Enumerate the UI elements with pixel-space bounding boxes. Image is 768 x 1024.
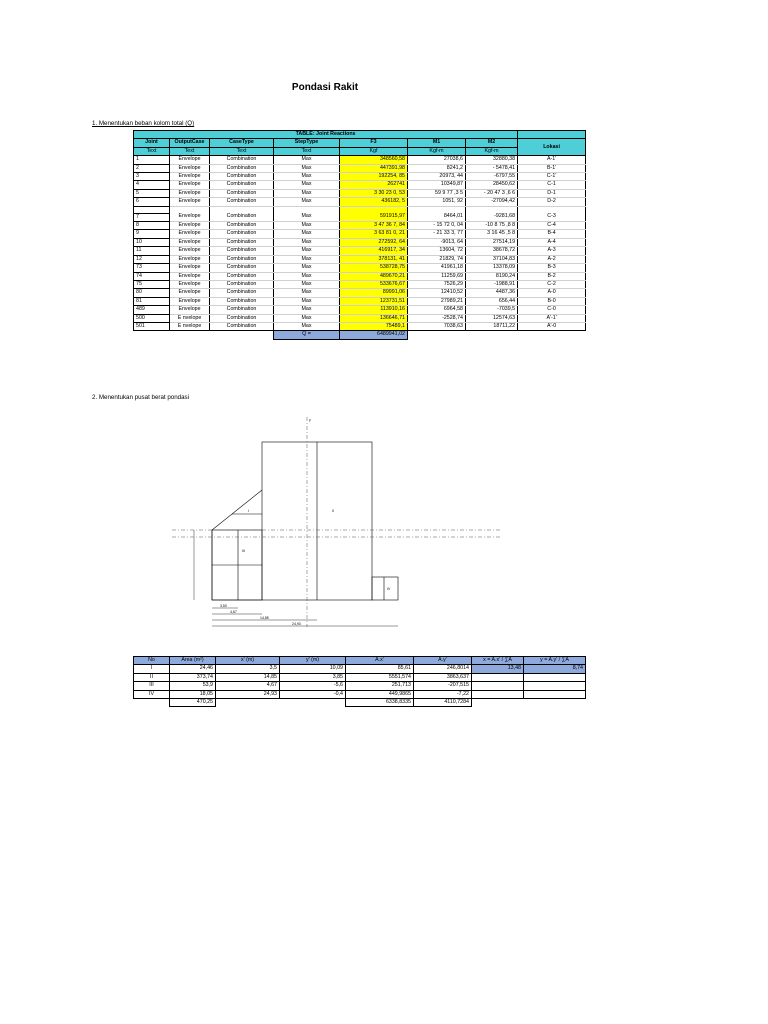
m1-cell: 27038,6 [408,156,466,164]
cg-ay-cell: 246,8014 [414,665,472,673]
col-header-f3: F3 [340,139,408,147]
case-type-cell: Combination [210,247,274,255]
unit-steptype: Text [274,147,340,155]
cg-header-xresult: x = A.x' / ∑A [472,657,524,665]
lokasi-cell: B-1' [518,164,586,172]
cg-x-cell: 14,85 [216,673,280,681]
cg-y-cell: -5,6 [280,682,346,690]
table-row [134,665,586,673]
m2-cell: 32880,38 [466,156,518,164]
col-header-joint: Joint [134,139,170,147]
f3-cell: 533676,67 [340,280,408,288]
m1-cell: 10349,87 [408,181,466,189]
table-row [134,289,586,297]
f3-cell: 436182, 5 [340,198,408,206]
joint-cell: 1 [134,156,170,164]
cg-ax-cell: 85,61 [346,665,414,673]
region-i-outline [212,490,262,600]
output-case-cell: Envelope [170,280,210,288]
cg-ay-cell: -207,515 [414,682,472,690]
q-total-label: Q = [274,331,340,339]
gap-cell [170,206,210,213]
cg-ax-cell: 449,9865 [346,690,414,698]
m1-cell: 20973, 44 [408,173,466,181]
m1-cell: 7526,29 [408,280,466,288]
m2-cell: 18711,22 [466,322,518,330]
joint-cell: 4 [134,181,170,189]
m1-cell: 13604, 72 [408,247,466,255]
unit-outputcase: Text [170,147,210,155]
output-case-cell: Envelope [170,181,210,189]
cg-no-cell: III [134,682,170,690]
case-type-cell: Combination [210,156,274,164]
cg-yresult-cell: 8,74 [524,665,586,673]
output-case-cell: Envelope [170,247,210,255]
joint-cell: 500 [134,314,170,322]
gap-cell [518,206,586,213]
dim-label-1: 3,50 [220,604,227,608]
cg-x-cell: 4,67 [216,682,280,690]
case-type-cell: Combination [210,289,274,297]
case-type-cell: Combination [210,164,274,172]
case-type-cell: Combination [210,238,274,246]
m2-cell: 4487,36 [466,289,518,297]
cg-total-ax: 6338,8335 [346,699,414,707]
section-2-heading: 2. Menentukan pusat berat pondasi [92,394,190,401]
lokasi-cell: A'-0 [518,322,586,330]
f3-cell: 416917, 34 [340,247,408,255]
cg-ax-cell: 251,713 [346,682,414,690]
f3-cell: 447391,98 [340,164,408,172]
table-row [134,222,586,230]
step-type-cell: Max [274,255,340,263]
case-type-cell: Combination [210,189,274,197]
axis-y-label: y [309,418,311,422]
f3-cell: 89991,06 [340,289,408,297]
gap-cell [340,206,408,213]
output-case-cell: Envelope [170,230,210,238]
m2-cell: 37104,83 [466,255,518,263]
lokasi-cell: B-2 [518,272,586,280]
cg-y-cell: 10,09 [280,665,346,673]
lokasi-cell: B-0 [518,297,586,305]
case-type-cell: Combination [210,255,274,263]
table-row [134,255,586,263]
cg-x-cell: 3,5 [216,665,280,673]
cg-header-x: x' (m) [216,657,280,665]
lokasi-cell: B-3 [518,264,586,272]
joint-cell: 11 [134,247,170,255]
table-row [134,230,586,238]
foundation-plan-drawing [172,412,502,632]
row-gap [134,206,586,213]
case-type-cell: Combination [210,322,274,330]
cg-header-yresult: y = A.y' / ∑A [524,657,586,665]
unit-f3: Kgf [340,147,408,155]
table-row [134,164,586,172]
cg-y-cell: -0,4 [280,690,346,698]
lokasi-cell: C-1' [518,173,586,181]
joint-reactions-table [133,130,586,347]
step-type-cell: Max [274,173,340,181]
m2-cell: 656,44 [466,297,518,305]
table-row [134,173,586,181]
joint-cell: 489 [134,306,170,314]
table-row [134,306,586,314]
cg-xresult-cell [472,690,524,698]
case-type-cell: Combination [210,173,274,181]
col-header-m1: M1 [408,139,466,147]
q-total-value: 6489941,02 [340,331,408,339]
f3-cell: 489670,21 [340,272,408,280]
joint-reactions-body [134,156,586,340]
table-row [134,272,586,280]
lokasi-cell: A'-1' [518,314,586,322]
table-row [134,238,586,246]
m2-cell: 28450,62 [466,181,518,189]
m1-cell: -9013, 64 [408,238,466,246]
table-row [134,198,586,206]
case-type-cell: Combination [210,222,274,230]
m1-cell: 11259,69 [408,272,466,280]
f3-cell: 538728,75 [340,264,408,272]
joint-cell: 75 [134,280,170,288]
step-type-cell: Max [274,222,340,230]
page-title: Pondasi Rakit [291,82,359,93]
cg-area-cell: 53,9 [170,682,216,690]
step-type-cell: Max [274,322,340,330]
joint-cell: 80 [134,289,170,297]
gap-cell [210,206,274,213]
cg-xresult-cell [472,682,524,690]
cg-no-cell: IV [134,690,170,698]
region-label-iv: IV [387,587,391,591]
unit-joint: Text [134,147,170,155]
f3-cell: 591915,97 [340,213,408,221]
cg-area-cell: 18,05 [170,690,216,698]
center-of-gravity-table [133,656,586,707]
table-row [134,690,586,698]
step-type-cell: Max [274,280,340,288]
cg-yresult-cell [524,690,586,698]
joint-cell: 5 [134,189,170,197]
cg-total-area: 470,25 [170,699,216,707]
cg-ay-cell: -7,22 [414,690,472,698]
m1-cell: - 21 33 3, 77 [408,230,466,238]
f3-cell: 272592, 64 [340,238,408,246]
cg-total-spacer [134,699,170,707]
unit-m2: Kgf-m [466,147,518,155]
table-row [134,322,586,330]
step-type-cell: Max [274,272,340,280]
total-row [134,331,586,339]
gap-cell [466,206,518,213]
lokasi-cell: C-2 [518,280,586,288]
joint-cell: 81 [134,297,170,305]
case-type-cell: Combination [210,198,274,206]
case-type-cell: Combination [210,213,274,221]
step-type-cell: Max [274,164,340,172]
joint-cell: 2 [134,164,170,172]
cg-x-cell: 24,93 [216,690,280,698]
step-type-cell: Max [274,181,340,189]
gap-cell [134,206,170,213]
step-type-cell: Max [274,230,340,238]
case-type-cell: Combination [210,181,274,189]
m1-cell: - 15 72 0, 04 [408,222,466,230]
col-header-outputcase: OutputCase [170,139,210,147]
table-row [134,682,586,690]
table-row [134,280,586,288]
dim-label-4: 24,93 [292,622,301,626]
f3-cell: 75489,1 [340,322,408,330]
total-blank [170,331,210,339]
lokasi-cell: C-0 [518,306,586,314]
cg-area-cell: 373,74 [170,673,216,681]
step-type-cell: Max [274,156,340,164]
output-case-cell: Envelope [170,198,210,206]
m2-cell: -27094,42 [466,198,518,206]
m2-cell: 8190,24 [466,272,518,280]
lokasi-cell: D-2 [518,198,586,206]
table-title-spacer [518,131,586,139]
step-type-cell: Max [274,297,340,305]
cg-ay-cell: 3863,637 [414,673,472,681]
table-row [134,673,586,681]
cg-yresult-cell [524,682,586,690]
region-label-ii: II [332,509,334,513]
cg-total-spacer-5 [524,699,586,707]
case-type-cell: Combination [210,264,274,272]
case-type-cell: Combination [210,306,274,314]
output-case-cell: Envelope [170,173,210,181]
m1-cell: 41961,18 [408,264,466,272]
step-type-cell: Max [274,198,340,206]
output-case-cell: Envelope [170,238,210,246]
output-case-cell: Envelope [170,213,210,221]
lokasi-cell: C-4 [518,222,586,230]
joint-cell: 74 [134,272,170,280]
m1-cell: -2528,74 [408,314,466,322]
cg-total-ay: 4110,7284 [414,699,472,707]
m2-cell: -9281,68 [466,213,518,221]
step-type-cell: Max [274,289,340,297]
cg-total-spacer-2 [216,699,280,707]
cg-total-spacer-4 [472,699,524,707]
f3-cell: 113910,16 [340,306,408,314]
lokasi-cell: C-3 [518,213,586,221]
f3-cell: 3 30 23 0, 53 [340,189,408,197]
total-blank [210,331,274,339]
f3-cell: 136646,71 [340,314,408,322]
step-type-cell: Max [274,213,340,221]
cg-header-area: Area (m²) [170,657,216,665]
cg-header-no: No [134,657,170,665]
step-type-cell: Max [274,247,340,255]
total-spacer [134,339,340,347]
unit-m1: Kgf-m [408,147,466,155]
f3-cell: 348560,58 [340,156,408,164]
table-title: TABLE: Joint Reactions [134,131,518,139]
f3-cell: 378131, 41 [340,255,408,263]
step-type-cell: Max [274,189,340,197]
lokasi-cell: A-0 [518,289,586,297]
lokasi-cell: D-1 [518,189,586,197]
m2-cell: 13378,09 [466,264,518,272]
lokasi-cell: A-3 [518,247,586,255]
lokasi-cell: A-1' [518,156,586,164]
output-case-cell: Envelope [170,222,210,230]
cg-y-cell: 3,85 [280,673,346,681]
dim-label-2: 4,67 [230,610,237,614]
cg-xresult-cell: 13,48 [472,665,524,673]
case-type-cell: Combination [210,272,274,280]
m1-cell: 1051, 92 [408,198,466,206]
m2-cell: -7039,5 [466,306,518,314]
m1-cell: 27989,21 [408,297,466,305]
output-case-cell: Envelope [170,264,210,272]
m1-cell: 21829, 74 [408,255,466,263]
region-label-iii: III [242,549,245,553]
total-blank [466,331,518,339]
step-type-cell: Max [274,264,340,272]
total-blank [408,331,466,339]
cg-no-cell: I [134,665,170,673]
m2-cell: -6797,55 [466,173,518,181]
lokasi-cell: A-2 [518,255,586,263]
joint-cell: 10 [134,238,170,246]
output-case-cell: Envelope [170,255,210,263]
section-1-heading: 1. Menentukan beban kolom total (Q) [92,120,195,127]
m1-cell: 8464,01 [408,213,466,221]
joint-cell: 501 [134,322,170,330]
step-type-cell: Max [274,306,340,314]
lokasi-cell: B-4 [518,230,586,238]
m2-cell: -10 8 75 ,8 8 [466,222,518,230]
output-case-cell: Envelope [170,164,210,172]
output-case-cell: Envelope [170,297,210,305]
cg-area-cell: 24,46 [170,665,216,673]
total-blank [134,331,170,339]
step-type-cell: Max [274,238,340,246]
case-type-cell: Combination [210,280,274,288]
unit-casetype: Text [210,147,274,155]
m2-cell: - 20 47 3 ,6 6 [466,189,518,197]
m2-cell: 3 16 45 ,5 8 [466,230,518,238]
cg-header-ay: A.y' [414,657,472,665]
table-row [134,297,586,305]
case-type-cell: Combination [210,314,274,322]
gap-cell [274,206,340,213]
cg-total-spacer-3 [280,699,346,707]
output-case-cell: Envelope [170,289,210,297]
step-type-cell: Max [274,314,340,322]
gap-cell [408,206,466,213]
col-header-steptype: StepType [274,139,340,147]
cg-xresult-cell [472,673,524,681]
dim-label-3: 14,85 [260,616,269,620]
m2-cell: 27514,19 [466,238,518,246]
m1-cell: 12410,52 [408,289,466,297]
table-row [134,156,586,164]
table-row [134,264,586,272]
total-blank [518,331,586,339]
region-iv-outline [372,577,398,600]
lokasi-cell: C-1 [518,181,586,189]
output-case-cell: E nvelope [170,314,210,322]
col-header-lokasi: Lokasi [518,139,586,156]
case-type-cell: Combination [210,297,274,305]
table-row [134,314,586,322]
f3-cell: 123731,51 [340,297,408,305]
output-case-cell: Envelope [170,189,210,197]
lokasi-cell: A-4 [518,238,586,246]
f3-cell: 262741 [340,181,408,189]
center-of-gravity-body [134,665,586,699]
output-case-cell: Envelope [170,156,210,164]
m1-cell: 59 9 77 ,3 5 [408,189,466,197]
cg-no-cell: II [134,673,170,681]
table-row [134,247,586,255]
joint-cell: 3 [134,173,170,181]
joint-cell: 9 [134,230,170,238]
f3-cell: 3 47 36 7, 84 [340,222,408,230]
case-type-cell: Combination [210,230,274,238]
output-case-cell: E nvelope [170,322,210,330]
col-header-m2: M2 [466,139,518,147]
joint-cell: 6 [134,198,170,206]
m2-cell: 38678,72 [466,247,518,255]
f3-cell: 3 63 81 0, 21 [340,230,408,238]
f3-cell: 192254, 85 [340,173,408,181]
region-label-i: I [248,509,249,513]
m2-cell: 12574,63 [466,314,518,322]
cg-header-y: y' (m) [280,657,346,665]
joint-cell: 7 [134,213,170,221]
m2-cell: -1988,91 [466,280,518,288]
output-case-cell: Envelope [170,272,210,280]
col-header-casetype: CaseType [210,139,274,147]
m1-cell: 6964,58 [408,306,466,314]
cg-yresult-cell [524,673,586,681]
m2-cell: - 5478,41 [466,164,518,172]
m1-cell: 8241,2 [408,164,466,172]
table-row [134,181,586,189]
joint-cell: 8 [134,222,170,230]
cg-header-ax: A.x' [346,657,414,665]
m1-cell: 7038,63 [408,322,466,330]
joint-cell: 73 [134,264,170,272]
output-case-cell: Envelope [170,306,210,314]
table-row [134,189,586,197]
table-row [134,213,586,221]
cg-ax-cell: 5551,574 [346,673,414,681]
joint-cell: 12 [134,255,170,263]
